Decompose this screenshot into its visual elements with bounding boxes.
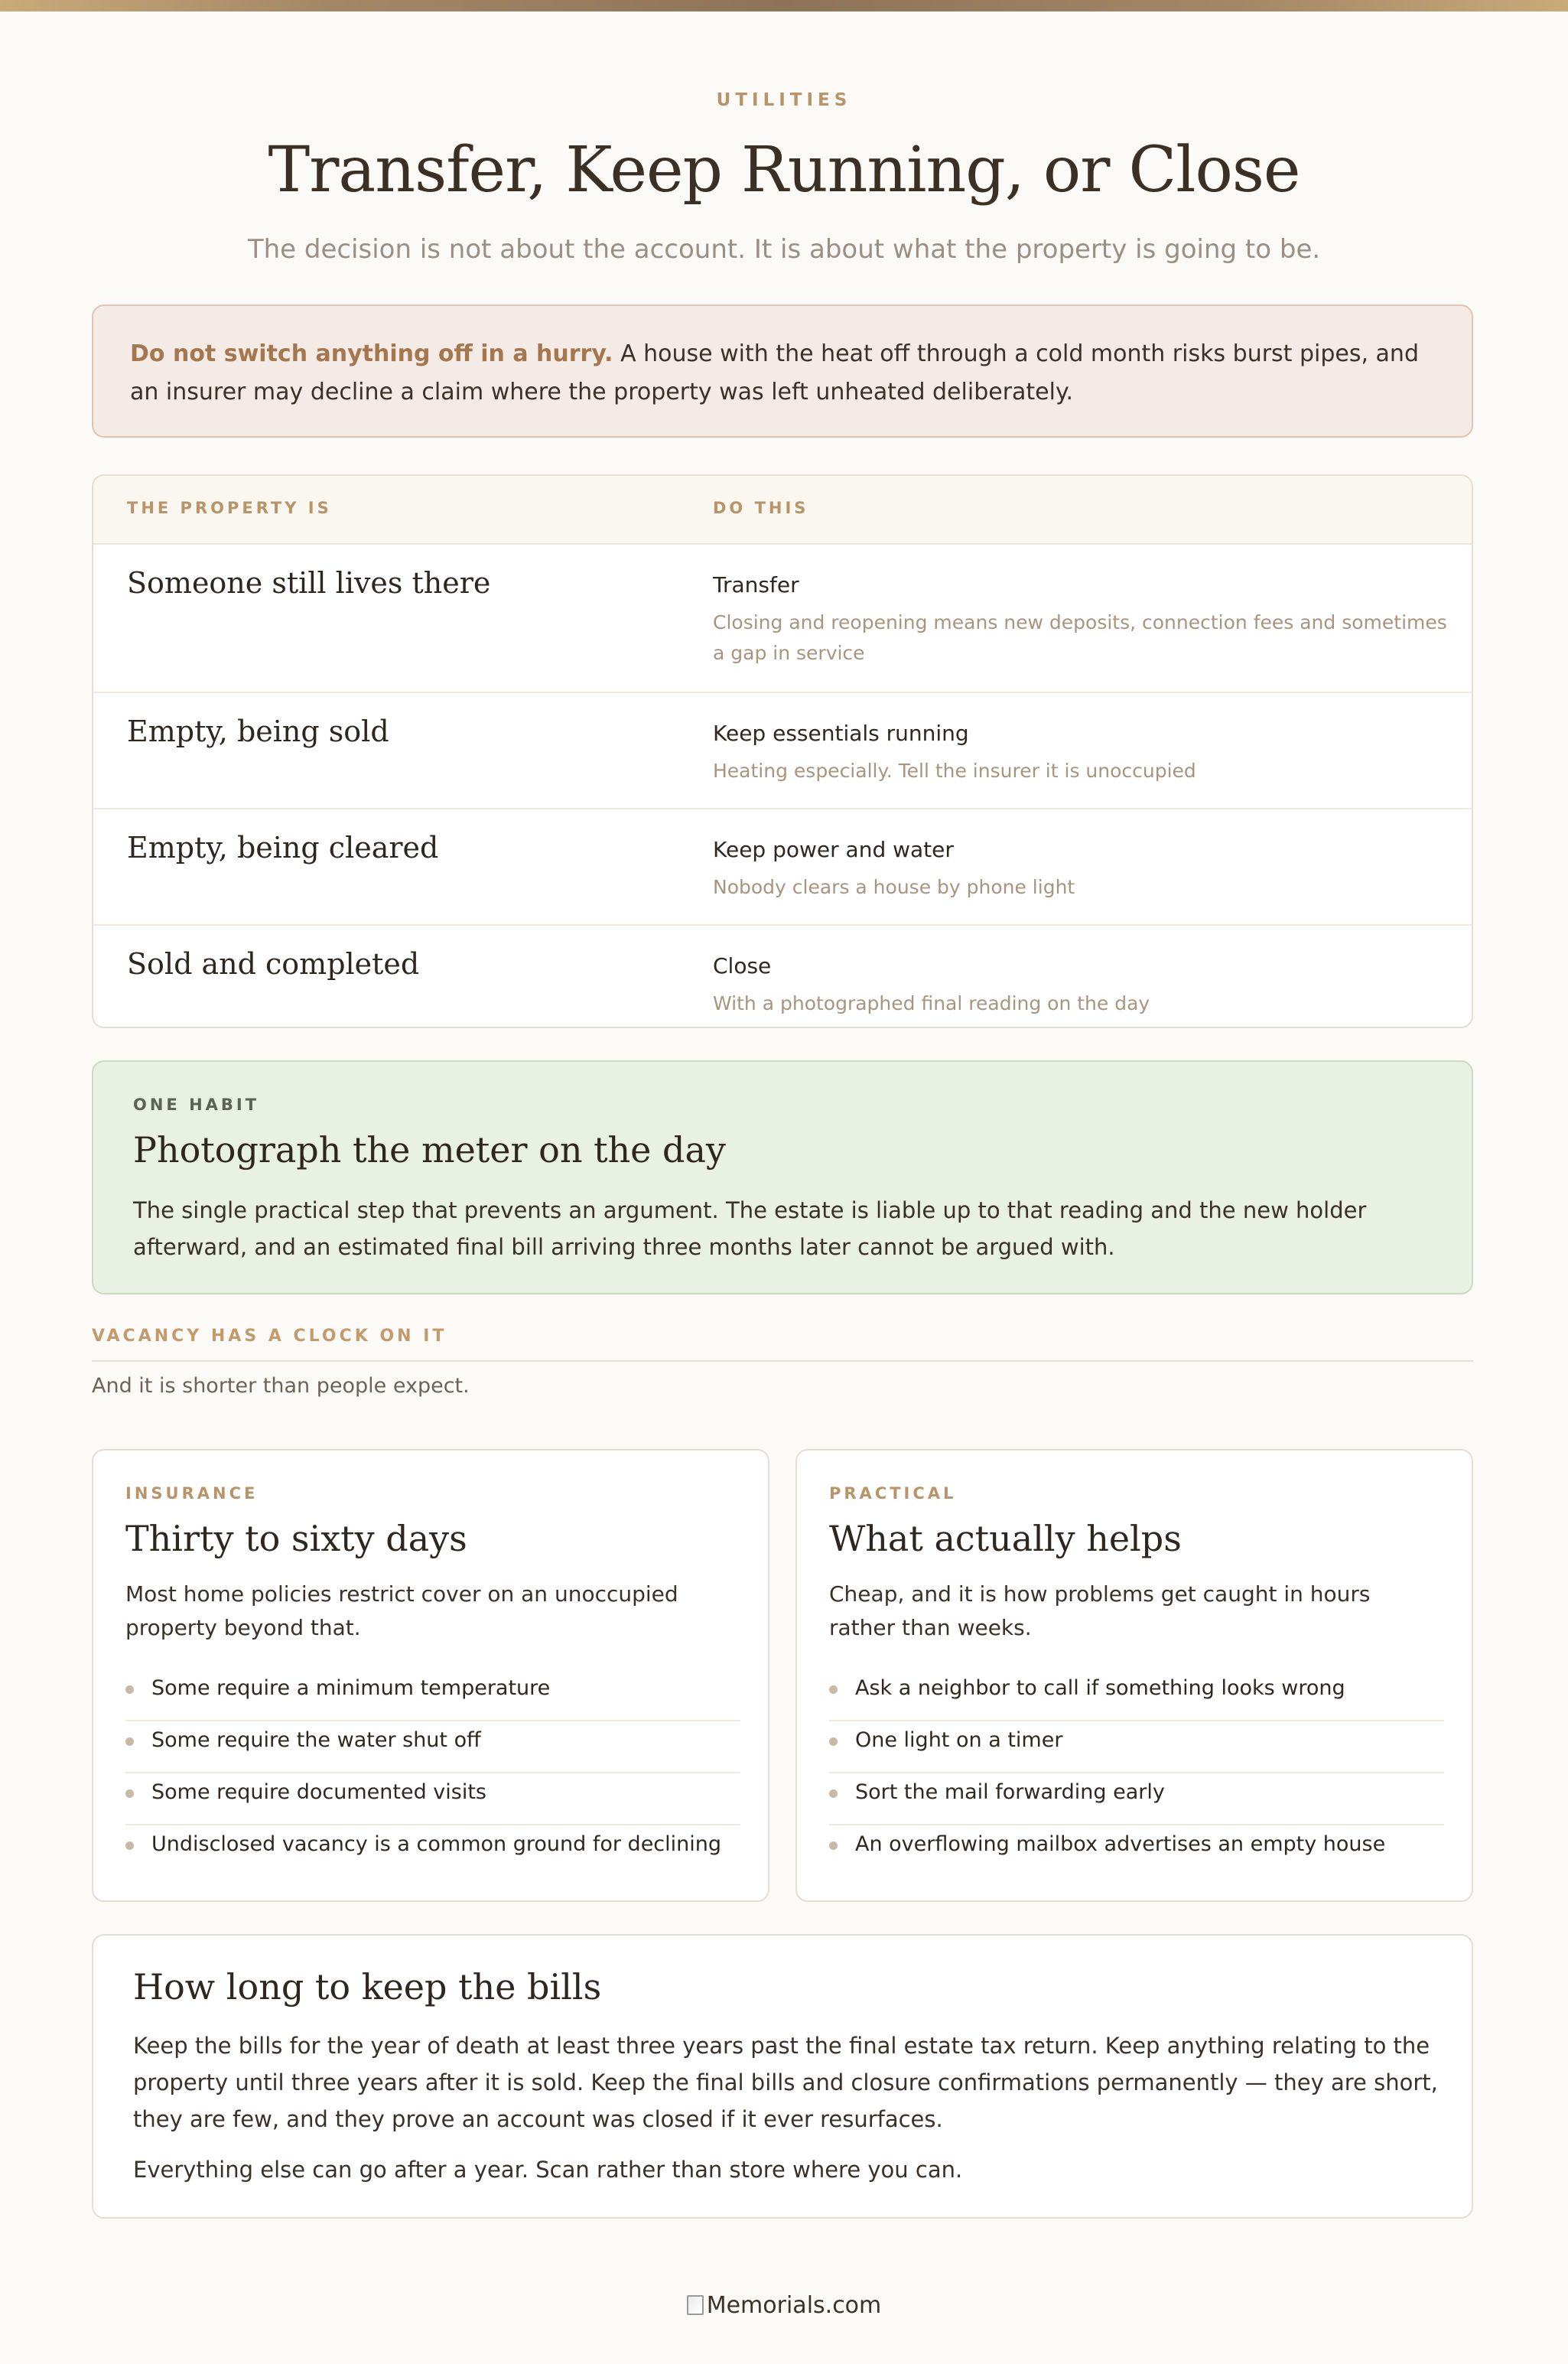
bills-paragraph: Keep the bills for the year of death at least three years past the final estate tax return. Keep anything relating to the property until three years after it is sold. Keep the final bills and closure confirmations permanently — they are short, they are few, and they prove an account was closed if it ever resurfaces. (133, 2033, 1438, 2132)
vacancy-subtitle: And it is shorter than people expect. (92, 1374, 470, 1398)
row-note: Heating especially. Tell the insurer it is unoccupied (713, 760, 1196, 782)
insurance-card (92, 1449, 769, 1902)
list-item (125, 1825, 740, 1877)
card-eyebrow: INSURANCE (125, 1484, 259, 1503)
row-action: Transfer (713, 572, 799, 598)
top-accent-bar (0, 0, 1568, 11)
card-text: Cheap, and it is how problems get caught in hours rather than weeks. (829, 1581, 1371, 1640)
list-item-text: One light on a timer (855, 1728, 1063, 1752)
practical-card (795, 1449, 1473, 1902)
bills-paragraph: Everything else can go after a year. Scan rather than store where you can. (133, 2157, 963, 2183)
row-state: Someone still lives there (127, 566, 491, 600)
list-item (829, 1773, 1444, 1825)
bullet-icon (829, 1841, 838, 1850)
row-state: Sold and completed (127, 947, 420, 981)
card-list (125, 1669, 740, 1877)
bullet-icon (125, 1841, 134, 1850)
card-list (829, 1669, 1444, 1877)
page-subtitle: The decision is not about the account. It is about what the property is going to be. (247, 234, 1321, 265)
column-header-action: DO THIS (713, 499, 809, 517)
table-row (93, 693, 1472, 809)
bullet-icon (125, 1685, 134, 1694)
habit-text: The single practical step that prevents an argument. The estate is liable up to that reading and the new holder afterward, and an estimated final bill arriving three months later cannot be argued with. (133, 1197, 1367, 1260)
broken-image-icon (687, 2295, 704, 2315)
card-title: Thirty to sixty days (125, 1518, 467, 1559)
table-header (93, 476, 1472, 545)
logo-alt-text: Memorials.com (706, 2292, 882, 2319)
list-item-text: An overflowing mailbox advertises an empty house (855, 1832, 1386, 1856)
page-title: Transfer, Keep Running, or Close (268, 134, 1300, 207)
row-action: Keep power and water (713, 837, 954, 862)
decision-table (92, 474, 1473, 1028)
habit-eyebrow: ONE HABIT (133, 1096, 260, 1114)
footer-logo[interactable] (92, 2292, 1476, 2319)
list-item-text: Ask a neighbor to call if something looks wrong (855, 1676, 1345, 1700)
bullet-icon (829, 1789, 838, 1798)
vacancy-eyebrow: VACANCY HAS A CLOCK ON IT (92, 1327, 447, 1346)
warning-lead: Do not switch anything off in a hurry. (130, 340, 613, 367)
table-row (93, 545, 1472, 693)
list-item (829, 1721, 1444, 1773)
habit-callout (92, 1060, 1473, 1294)
bullet-icon (125, 1737, 134, 1746)
row-state: Empty, being cleared (127, 831, 439, 865)
section-eyebrow: UTILITIES (716, 90, 852, 110)
bullet-icon (829, 1685, 838, 1694)
row-note: Closing and reopening means new deposits, connection fees and sometimes a gap in service (713, 611, 1447, 664)
table-row (93, 926, 1472, 1028)
row-note: With a photographed final reading on the day (713, 992, 1150, 1014)
list-item (125, 1773, 740, 1825)
list-item-text: Sort the mail forwarding early (855, 1780, 1165, 1804)
table-row (93, 809, 1472, 926)
habit-title: Photograph the meter on the day (133, 1129, 726, 1171)
bullet-icon (829, 1737, 838, 1746)
row-action: Close (713, 953, 772, 978)
card-title: What actually helps (829, 1518, 1182, 1559)
bills-title: How long to keep the bills (133, 1966, 602, 2007)
list-item-text: Undisclosed vacancy is a common ground for declining (151, 1832, 722, 1856)
list-item (125, 1721, 740, 1773)
row-state: Empty, being sold (127, 715, 389, 748)
card-text: Most home policies restrict cover on an unoccupied property beyond that. (125, 1581, 678, 1640)
list-item-text: Some require documented visits (151, 1780, 486, 1804)
bills-retention-card (92, 1934, 1473, 2219)
list-item (829, 1669, 1444, 1721)
card-eyebrow: PRACTICAL (829, 1484, 957, 1503)
list-item (829, 1825, 1444, 1877)
row-action: Keep essentials running (713, 721, 969, 746)
list-item-text: Some require the water shut off (151, 1728, 481, 1752)
list-item (125, 1669, 740, 1721)
column-header-property: THE PROPERTY IS (127, 499, 332, 517)
bullet-icon (125, 1789, 134, 1798)
row-note: Nobody clears a house by phone light (713, 876, 1075, 898)
section-divider (92, 1360, 1473, 1362)
warning-callout (92, 304, 1473, 438)
warning-text: A house with the heat off through a cold month risks burst pipes, and an insurer may decline a claim where the property was left unheated deliberately. (130, 340, 1419, 405)
list-item-text: Some require a minimum temperature (151, 1676, 551, 1700)
